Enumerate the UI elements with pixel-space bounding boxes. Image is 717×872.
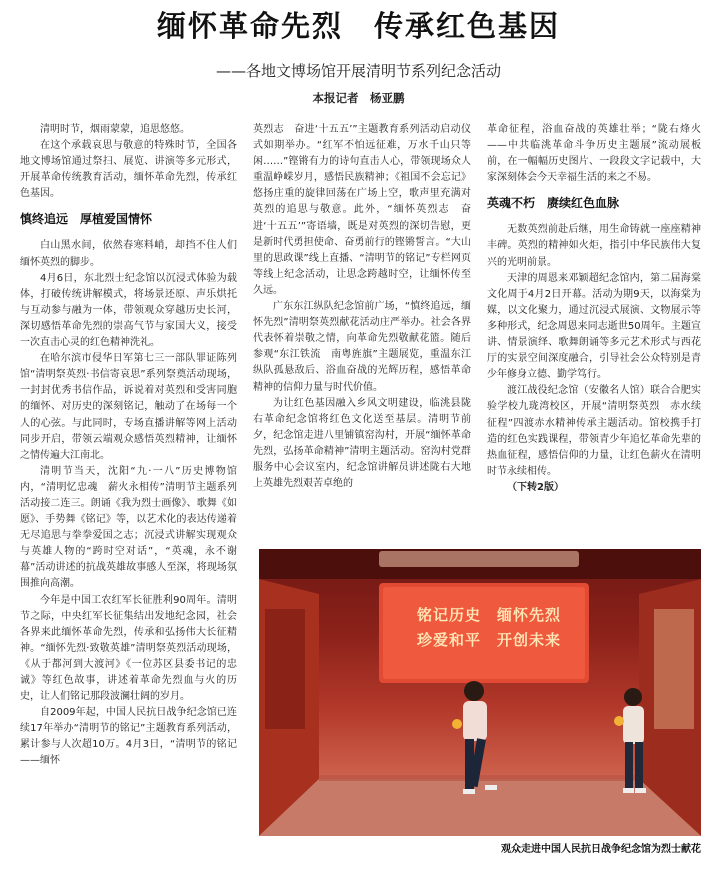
screen-slogan-1: 铭记历史 缅怀先烈 <box>417 606 562 624</box>
article-column-2 <box>253 122 471 542</box>
paragraph: 在这个承载哀思与敬意的特殊时节，全国各地文博场馆通过祭扫、展览、讲演等多元形式，开展革命传统教育活动，缅怀革命先烈，传承红色基因。 <box>20 140 237 200</box>
paragraph: 无数英烈前赴后继，用生命铸就一座座精神丰碑。英烈的精神如火炬，指引中华民族伟大复兴的光明前景。 <box>487 224 701 268</box>
visitor-right <box>614 688 646 793</box>
continue-marker: （下转2版） <box>507 481 564 493</box>
paragraph: 今年是中国工农红军长征胜利90周年。清明节之际，中央红军长征集结出发地纪念园，社会各界来此缅怀革命先烈，传承和弘扬伟大长征精神。“缅怀先烈·致敬英雄”清明祭英烈活动现场，《从于都河到大渡河》《一位苏区县委书记的忠诚》等红色故事，讲述着革命先烈血与火的历史，让人们铭记那段波澜壮阔的岁月。 <box>20 594 237 703</box>
paragraph: 在哈尔滨市侵华日军第七三一部队罪证陈列馆“清明祭英烈·书信寄哀思”系列祭奠活动现场，一封封优秀书信作品，诉说着对英烈和受害同胞的缅怀、对历史的深刻铭记，触动了在场每一个人的心弦。与此同时，专场直播讲解等网上活动同步开启，带领云端观众感悟英烈精神，让缅怀之情传遍大江南北。 <box>20 353 237 461</box>
paragraph: 清明时节，烟雨蒙蒙，追思悠悠。 <box>40 124 190 135</box>
paragraph: 4月6日，东北烈士纪念馆以沉浸式体验为载体，打破传统讲解模式，将场景还原、声乐烘托与互动参与融为一体，带领观众穿越历史长河，深切感悟革命先烈的崇高气节与家国大义，接受一次直击心灵的红色精神洗礼。 <box>20 272 237 349</box>
paragraph: 渡江战役纪念馆（安徽名人馆）联合合肥实验学校九珑湾校区，开展“清明祭英烈 赤水续征程”四渡赤水精神传承主题活动。馆校携手打造的红色实践课程，带领青少年追忆革命先辈的热血征程，感悟信仰的力量，让红色薪火在清明时节永续相传。 <box>487 385 701 477</box>
article-column-3 <box>487 122 701 542</box>
photo-caption: 观众走进中国人民抗日战争纪念馆为烈士献花 <box>501 844 701 855</box>
visitor-left <box>452 681 497 794</box>
section-heading: 慎终追远 厚植爱国情怀 <box>20 212 153 227</box>
paragraph: 清明节当天，沈阳“九·一八”历史博物馆内，“清明忆忠魂 薪火永相传”清明节主题系列活动接二连三。朗诵《我为烈士画像》、歌舞《如愿》、手势舞《铭记》等，以艺术化的表达传递着无尽追思与拳拳爱国之志；沉浸式讲解实现观众与英雄人物的“跨时空对话”，“英魂，永不谢幕”活动讲述的抗战英雄故事感人至深，将现场氛围推向高潮。 <box>20 465 237 590</box>
paragraph: 革命征程，浴血奋战的英雄壮举；“陇右烽火——中共临洮革命斗争历史主题展”流动展板前，在一幅幅历史图片、一段段文字记载中，大家深刻体会今天幸福生活的来之不易。 <box>487 124 701 184</box>
paragraph: 天津的周恩来邓颖超纪念馆内，第二届海棠文化周于4月2日开幕。活动为期9天，以海棠为媒，以文化聚力，通过沉浸式展演、文物展示等多种形式，纪念周恩来同志逝世50周年。主题宣讲、情景演绎、歌舞朗诵等多元艺术形式与西花厅的实景空间深度融合，引导社会公众特别是青少年修身立德、勤学笃行。 <box>487 272 701 381</box>
paragraph: 英烈志 奋进‘十五五’”主题教育系列活动启动仪式如期举办。“红军不怕远征难，万水千山只等闲……”铿锵有力的诗句直击人心，带领现场众人重温峥嵘岁月，感悟民族精神；《祖国不会忘记》悠扬庄重的旋律回荡在广场上空，歌声里充满对英烈的追思与敬意。此外，“缅怀英烈志 奋进‘十五五’”寄语墙，既是对英烈的深切告慰，更是新时代勇担使命、奋勇前行的铿锵誓言。“大山里的思政课”线上直播、“清明节的铭记”专栏网页等线上纪念活动，让思念跨越时空，让缅怀传至久远。 <box>253 124 471 296</box>
article-column-1 <box>20 122 237 857</box>
subheadline: ——各地文博场馆开展清明节系列纪念活动 <box>215 62 501 80</box>
visitor-figures <box>259 549 701 836</box>
news-photo <box>259 549 701 836</box>
screen-slogan-2: 珍爱和平 开创未来 <box>417 631 562 649</box>
byline: 本报记者 杨亚鹏 <box>312 91 405 105</box>
paragraph: 为让红色基因融入乡风文明建设，临洮县陇右革命纪念馆将红色文化送至基层。清明节前夕，纪念馆走进八里铺镇窑沟村，开展“缅怀革命先烈，弘扬革命精神”清明主题活动。窑沟村党群服务中心会议室内，纪念馆讲解员讲述陇右大地上英雄先烈艰苦卓绝的 <box>253 397 471 490</box>
section-heading: 英魂不朽 赓续红色血脉 <box>487 196 620 211</box>
headline: 缅怀革命先烈 传承红色基因 <box>156 9 560 43</box>
paragraph: 白山黑水间，依然春寒料峭，却挡不住人们缅怀英烈的脚步。 <box>20 240 237 268</box>
paragraph: 广东东江纵队纪念馆前广场，“慎终追远，缅怀先烈”清明祭英烈献花活动庄严举办。社会各界代表怀着崇敬之情，向革命先烈敬献花篮。随后参观“东江铁流 南粤旌旗”主题展览，重温东江纵队孤悬敌后、浴血奋战的光辉历程，感悟革命精神的信仰力量与时代价值。 <box>253 301 471 393</box>
paragraph: 自2009年起，中国人民抗日战争纪念馆已连续17年举办“清明节的铭记”主题教育系列活动，累计参与人次超10万。4月3日，“清明节的铭记——缅怀 <box>20 707 237 767</box>
